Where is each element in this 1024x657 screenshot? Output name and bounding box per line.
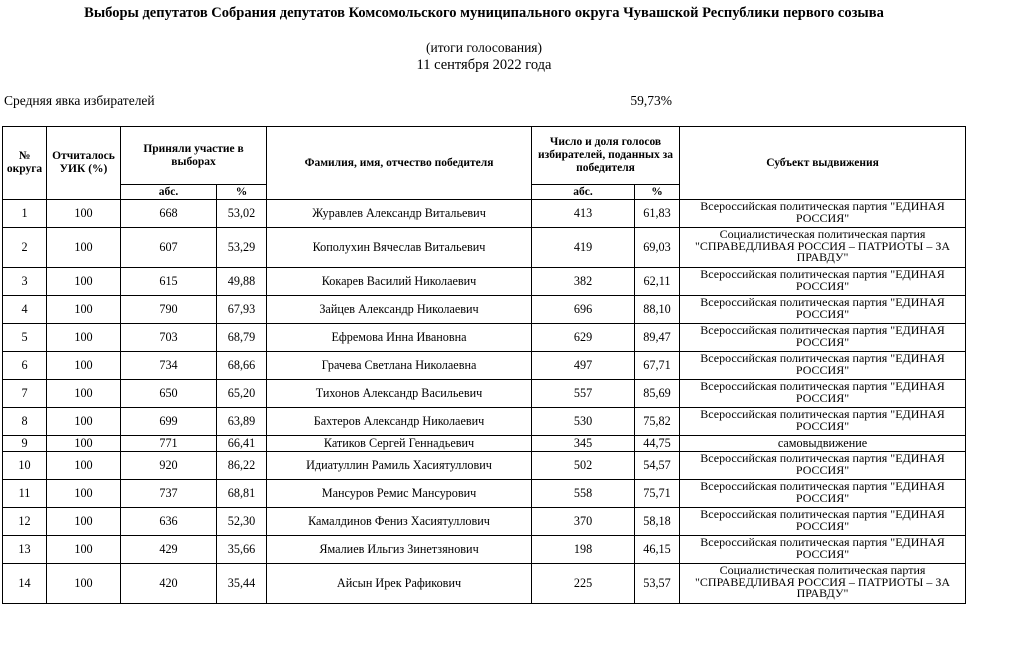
row-reported: 100 [47, 508, 121, 536]
row-district: 14 [3, 564, 47, 604]
row-participated-pct: 67,93 [217, 296, 267, 324]
header-winner: Фамилия, имя, отчество победителя [267, 127, 532, 200]
table-row [3, 480, 966, 508]
row-votes-abs: 558 [532, 480, 635, 508]
row-votes-pct: 89,47 [635, 324, 680, 352]
row-nominator: Всероссийская политическая партия "ЕДИНАЯ РОССИЯ" [680, 508, 966, 536]
row-participated-abs: 771 [121, 436, 217, 452]
table-row [3, 380, 966, 408]
row-participated-pct: 65,20 [217, 380, 267, 408]
row-participated-abs: 429 [121, 536, 217, 564]
row-participated-pct: 68,79 [217, 324, 267, 352]
row-nominator: Всероссийская политическая партия "ЕДИНАЯ РОССИЯ" [680, 200, 966, 228]
results-body [3, 200, 966, 604]
row-winner-name: Айсын Ирек Рафикович [267, 564, 532, 604]
row-votes-pct: 58,18 [635, 508, 680, 536]
row-district: 12 [3, 508, 47, 536]
header-participated: Приняли участие в выборах [121, 127, 267, 185]
row-participated-abs: 703 [121, 324, 217, 352]
table-row [3, 228, 966, 268]
row-winner-name: Грачева Светлана Николаевна [267, 352, 532, 380]
row-district: 10 [3, 452, 47, 480]
header-nominator: Субъект выдвижения [680, 127, 966, 200]
row-nominator: Социалистическая политическая партия "СПРАВЕДЛИВАЯ РОССИЯ – ПАТРИОТЫ – ЗА ПРАВДУ" [680, 564, 966, 604]
row-district: 13 [3, 536, 47, 564]
table-row [3, 564, 966, 604]
header-participated-pct: % [217, 185, 267, 200]
row-participated-pct: 49,88 [217, 268, 267, 296]
row-votes-pct: 75,71 [635, 480, 680, 508]
row-participated-abs: 668 [121, 200, 217, 228]
row-district: 7 [3, 380, 47, 408]
row-reported: 100 [47, 380, 121, 408]
row-reported: 100 [47, 564, 121, 604]
table-row [3, 324, 966, 352]
row-votes-abs: 497 [532, 352, 635, 380]
row-votes-abs: 370 [532, 508, 635, 536]
row-participated-pct: 66,41 [217, 436, 267, 452]
row-votes-abs: 629 [532, 324, 635, 352]
row-reported: 100 [47, 452, 121, 480]
header-reported: Отчиталось УИК (%) [47, 127, 121, 200]
table-row [3, 352, 966, 380]
row-reported: 100 [47, 200, 121, 228]
table-row [3, 408, 966, 436]
row-nominator: Всероссийская политическая партия "ЕДИНАЯ РОССИЯ" [680, 296, 966, 324]
row-participated-pct: 35,66 [217, 536, 267, 564]
row-participated-abs: 615 [121, 268, 217, 296]
row-winner-name: Тихонов Александр Васильевич [267, 380, 532, 408]
row-nominator: Всероссийская политическая партия "ЕДИНАЯ РОССИЯ" [680, 352, 966, 380]
row-participated-abs: 420 [121, 564, 217, 604]
row-votes-pct: 85,69 [635, 380, 680, 408]
election-date: 11 сентября 2022 года [416, 57, 552, 73]
row-votes-pct: 67,71 [635, 352, 680, 380]
row-votes-abs: 696 [532, 296, 635, 324]
header-district: № округа [3, 127, 47, 200]
row-reported: 100 [47, 408, 121, 436]
header-participated-abs: абс. [121, 185, 217, 200]
row-votes-abs: 413 [532, 200, 635, 228]
row-reported: 100 [47, 352, 121, 380]
row-winner-name: Журавлев Александр Витальевич [267, 200, 532, 228]
row-votes-abs: 530 [532, 408, 635, 436]
row-district: 8 [3, 408, 47, 436]
row-votes-pct: 75,82 [635, 408, 680, 436]
row-district: 3 [3, 268, 47, 296]
row-nominator: Социалистическая политическая партия "СПРАВЕДЛИВАЯ РОССИЯ – ПАТРИОТЫ – ЗА ПРАВДУ" [680, 228, 966, 268]
results-table [2, 126, 966, 604]
row-district: 11 [3, 480, 47, 508]
row-participated-pct: 86,22 [217, 452, 267, 480]
row-winner-name: Кополухин Вячеслав Витальевич [267, 228, 532, 268]
row-nominator: самовыдвижение [680, 436, 966, 452]
row-winner-name: Ямалиев Ильгиз Зинетзянович [267, 536, 532, 564]
row-participated-pct: 53,29 [217, 228, 267, 268]
row-winner-name: Идиатуллин Рамиль Хасиятуллович [267, 452, 532, 480]
row-votes-abs: 419 [532, 228, 635, 268]
row-nominator: Всероссийская политическая партия "ЕДИНАЯ РОССИЯ" [680, 380, 966, 408]
row-participated-abs: 650 [121, 380, 217, 408]
row-votes-pct: 69,03 [635, 228, 680, 268]
row-district: 4 [3, 296, 47, 324]
row-participated-pct: 52,30 [217, 508, 267, 536]
header-votes-abs: абс. [532, 185, 635, 200]
header-votes: Число и доля голосов избирателей, поданных за победителя [532, 127, 680, 185]
row-votes-abs: 557 [532, 380, 635, 408]
row-participated-abs: 734 [121, 352, 217, 380]
row-participated-pct: 63,89 [217, 408, 267, 436]
row-winner-name: Мансуров Ремис Мансурович [267, 480, 532, 508]
row-participated-abs: 920 [121, 452, 217, 480]
row-participated-abs: 790 [121, 296, 217, 324]
row-reported: 100 [47, 296, 121, 324]
row-votes-pct: 53,57 [635, 564, 680, 604]
row-nominator: Всероссийская политическая партия "ЕДИНАЯ РОССИЯ" [680, 408, 966, 436]
row-winner-name: Камалдинов Фениз Хасиятуллович [267, 508, 532, 536]
row-participated-pct: 68,66 [217, 352, 267, 380]
header-votes-pct: % [635, 185, 680, 200]
turnout-label: Средняя явка избирателей [4, 93, 155, 108]
row-nominator: Всероссийская политическая партия "ЕДИНАЯ РОССИЯ" [680, 480, 966, 508]
row-votes-abs: 382 [532, 268, 635, 296]
row-votes-pct: 62,11 [635, 268, 680, 296]
row-participated-abs: 607 [121, 228, 217, 268]
document-title: Выборы депутатов Собрания депутатов Комсомольского муниципального округа Чувашской Республики первого созыва [84, 5, 884, 21]
row-participated-abs: 699 [121, 408, 217, 436]
row-votes-abs: 225 [532, 564, 635, 604]
row-votes-pct: 44,75 [635, 436, 680, 452]
row-district: 5 [3, 324, 47, 352]
row-participated-abs: 737 [121, 480, 217, 508]
row-votes-abs: 345 [532, 436, 635, 452]
row-winner-name: Зайцев Александр Николаевич [267, 296, 532, 324]
row-reported: 100 [47, 268, 121, 296]
row-winner-name: Катиков Сергей Геннадьевич [267, 436, 532, 452]
document-subtitle: (итоги голосования) [425, 40, 542, 55]
row-winner-name: Бахтеров Александр Николаевич [267, 408, 532, 436]
table-row [3, 508, 966, 536]
row-participated-abs: 636 [121, 508, 217, 536]
row-reported: 100 [47, 536, 121, 564]
table-row [3, 200, 966, 228]
table-row [3, 452, 966, 480]
row-nominator: Всероссийская политическая партия "ЕДИНАЯ РОССИЯ" [680, 536, 966, 564]
row-participated-pct: 68,81 [217, 480, 267, 508]
row-participated-pct: 53,02 [217, 200, 267, 228]
row-nominator: Всероссийская политическая партия "ЕДИНАЯ РОССИЯ" [680, 324, 966, 352]
row-votes-pct: 61,83 [635, 200, 680, 228]
table-row [3, 536, 966, 564]
row-district: 1 [3, 200, 47, 228]
row-reported: 100 [47, 480, 121, 508]
table-row [3, 268, 966, 296]
turnout-value: 59,73% [630, 93, 672, 108]
row-district: 6 [3, 352, 47, 380]
row-nominator: Всероссийская политическая партия "ЕДИНАЯ РОССИЯ" [680, 268, 966, 296]
row-reported: 100 [47, 436, 121, 452]
row-nominator: Всероссийская политическая партия "ЕДИНАЯ РОССИЯ" [680, 452, 966, 480]
table-row [3, 436, 966, 452]
row-participated-pct: 35,44 [217, 564, 267, 604]
row-votes-abs: 198 [532, 536, 635, 564]
row-winner-name: Кокарев Василий Николаевич [267, 268, 532, 296]
row-votes-abs: 502 [532, 452, 635, 480]
row-winner-name: Ефремова Инна Ивановна [267, 324, 532, 352]
row-district: 2 [3, 228, 47, 268]
row-district: 9 [3, 436, 47, 452]
row-votes-pct: 88,10 [635, 296, 680, 324]
table-row [3, 296, 966, 324]
row-reported: 100 [47, 324, 121, 352]
row-reported: 100 [47, 228, 121, 268]
row-votes-pct: 46,15 [635, 536, 680, 564]
row-votes-pct: 54,57 [635, 452, 680, 480]
